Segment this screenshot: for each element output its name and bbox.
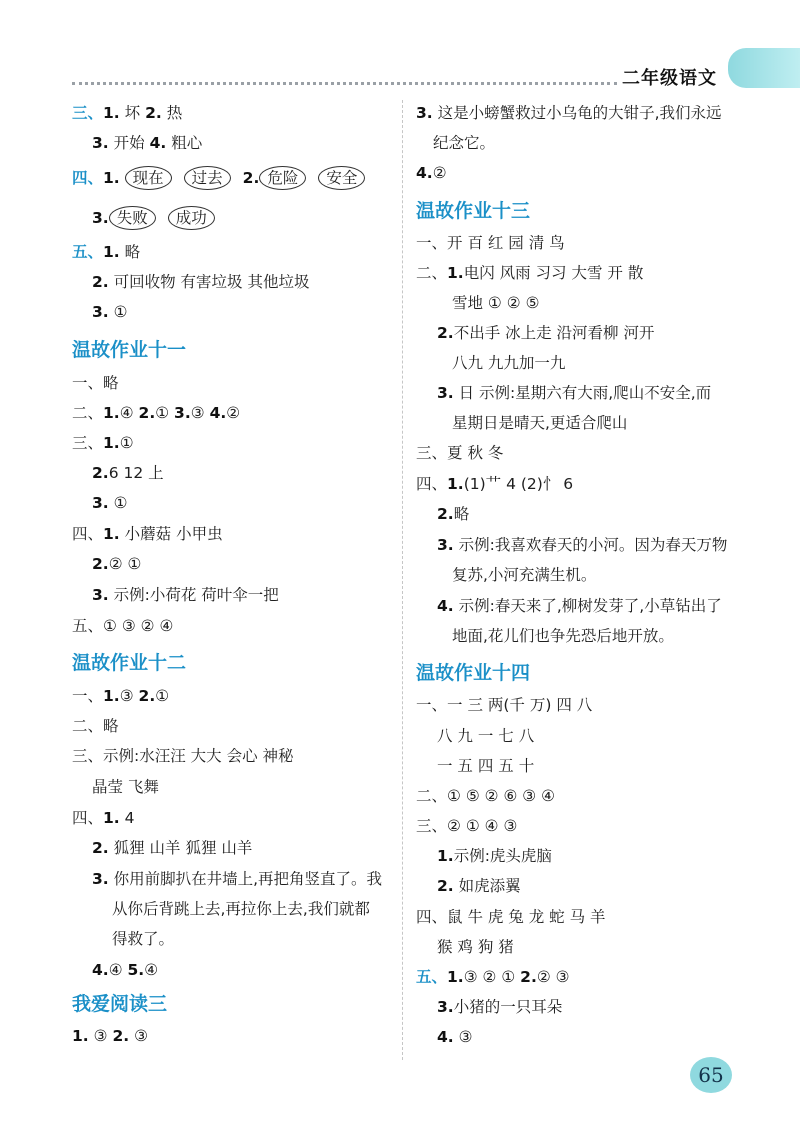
answer-line: 2.6 12 上: [92, 464, 164, 482]
section-heading: 我爱阅读三: [72, 993, 168, 1015]
answer-line: 四、1.(1)艹 4 (2)忄 6: [416, 475, 574, 493]
answer-line: 二、① ⑤ ② ⑥ ③ ④: [416, 787, 556, 805]
answer-line: 4. 示例:春天来了,柳树发芽了,小草钻出了: [437, 597, 722, 615]
answer-line: 复苏,小河充满生机。: [452, 566, 597, 584]
oval-word: 成功: [168, 206, 215, 230]
answer-line: 一、略: [72, 374, 119, 392]
answer-line: 2. 如虎添翼: [437, 877, 521, 895]
answer-line: 3. 日 示例:星期六有大雨,爬山不安全,而: [437, 384, 712, 402]
oval-word: 过去: [184, 166, 231, 190]
answer-line: 雪地 ① ② ⑤: [452, 294, 540, 312]
answer-line: 2.不出手 冰上走 沿河看柳 河开: [437, 324, 655, 342]
answer-line: 地面,花儿们也争先恐后地开放。: [452, 627, 674, 645]
answer-line: 3. 你用前脚扒在井墙上,再把角竖直了。我: [92, 870, 383, 888]
answer-line: 3. 示例:小荷花 荷叶伞一把: [92, 586, 279, 604]
answer-line-ovals: 3. 失败 成功: [92, 206, 227, 230]
answer-line: 2.略: [437, 505, 470, 523]
answer-line: 3. ①: [92, 494, 128, 512]
column-divider: [402, 100, 403, 1060]
answer-line: 五、① ③ ② ④: [72, 617, 174, 635]
answer-line: 八 九 一 七 八: [437, 727, 535, 745]
answer-line: 4.②: [416, 164, 447, 182]
answer-line-ovals: 四、1. 现在 过去 2. 危险 安全: [72, 166, 377, 190]
answer-line: 2. 狐狸 山羊 狐狸 山羊: [92, 839, 253, 857]
answer-line: 三、示例:水汪汪 大大 会心 神秘: [72, 747, 294, 765]
answer-line: 三、② ① ④ ③: [416, 817, 518, 835]
header-tab-decoration: [728, 48, 800, 88]
answer-line: 1.示例:虎头虎脑: [437, 847, 552, 865]
answer-line: 3. 示例:我喜欢春天的小河。因为春天万物: [437, 536, 728, 554]
answer-line: 4.④ 5.④: [92, 961, 159, 979]
answer-line: 五、1. 略: [72, 243, 141, 261]
answer-line: 得救了。: [112, 930, 175, 948]
answer-line: 2.② ①: [92, 555, 142, 573]
answer-line: 三、1. 坏 2. 热: [72, 104, 183, 122]
answer-line: 3. 开始 4. 粗心: [92, 134, 203, 152]
answer-line: 星期日是晴天,更适合爬山: [452, 414, 628, 432]
answer-line: 1. ③ 2. ③: [72, 1027, 148, 1045]
answer-line: 2. 可回收物 有害垃圾 其他垃圾: [92, 273, 310, 291]
section-heading: 温故作业十二: [72, 652, 187, 674]
answer-line: 八九 九九加一九: [452, 354, 566, 372]
answer-line: 3. ①: [92, 303, 128, 321]
answer-line: 从你后背跳上去,再拉你上去,我们就都: [112, 900, 370, 918]
answer-line: 一、一 三 两(千 万) 四 八: [416, 696, 593, 714]
answer-line: 二、1.电闪 风雨 习习 大雪 开 散: [416, 264, 644, 282]
answer-line: 猴 鸡 狗 猪: [437, 938, 514, 956]
answer-line: 4. ③: [437, 1028, 473, 1046]
answer-line: 纪念它。: [433, 134, 496, 152]
answer-line: 二、略: [72, 717, 119, 735]
answer-line: 三、夏 秋 冬: [416, 444, 504, 462]
answer-line: 一 五 四 五 十: [437, 757, 535, 775]
header-dotted-rule: [72, 82, 617, 85]
answer-line: 五、1.③ ② ① 2.② ③: [416, 968, 570, 986]
answer-line: 二、1.④ 2.① 3.③ 4.②: [72, 404, 241, 422]
page-number: 65: [690, 1057, 732, 1093]
oval-word: 失败: [109, 206, 156, 230]
oval-word: 安全: [318, 166, 365, 190]
answer-line: 四、1. 4: [72, 809, 135, 827]
section-heading: 温故作业十三: [416, 200, 531, 222]
oval-word: 现在: [125, 166, 172, 190]
answer-line: 晶莹 飞舞: [92, 778, 159, 796]
answer-line: 四、鼠 牛 虎 兔 龙 蛇 马 羊: [416, 908, 606, 926]
answer-line: 3. 这是小螃蟹救过小乌龟的大钳子,我们永远: [416, 104, 722, 122]
section-heading: 温故作业十一: [72, 339, 187, 361]
answer-line: 三、1.①: [72, 434, 134, 452]
answer-line: 四、1. 小蘑菇 小甲虫: [72, 525, 223, 543]
section-heading: 温故作业十四: [416, 662, 531, 684]
answer-line: 一、1.③ 2.①: [72, 687, 170, 705]
header-title: 二年级语文: [622, 68, 717, 89]
oval-word: 危险: [259, 166, 306, 190]
answer-line: 3.小猪的一只耳朵: [437, 998, 563, 1016]
answer-line: 一、开 百 红 园 清 鸟: [416, 234, 565, 252]
